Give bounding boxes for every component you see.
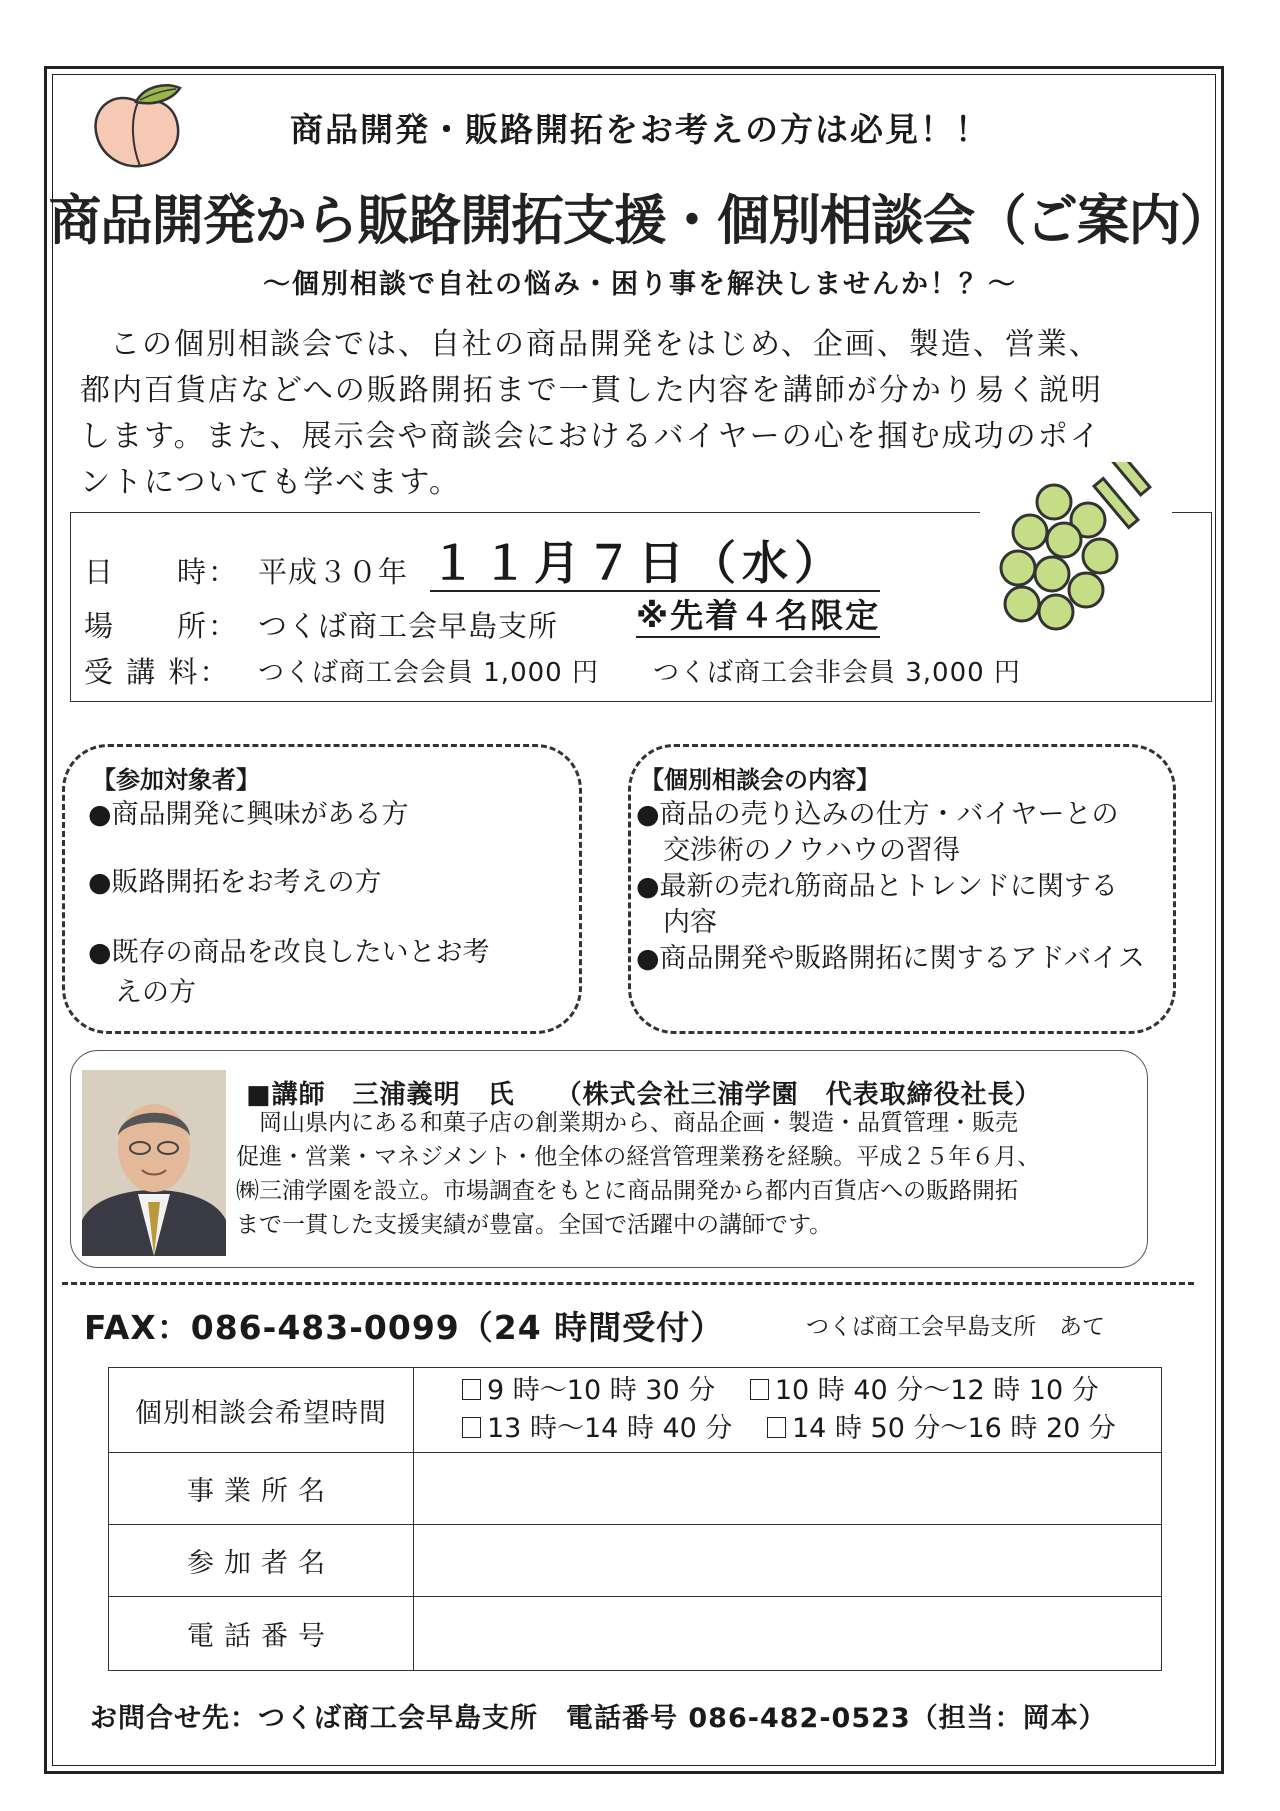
profile-line: まで一貫した支援実績が豊富。全国で活躍中の講師です。: [236, 1212, 833, 1238]
time-slot-option[interactable]: 14 時 50 分～16 時 20 分: [767, 1410, 1116, 1448]
limited-notice: ※先着４名限定: [636, 596, 880, 638]
profile-line: 岡山県内にある和菓子店の創業期から、商品企画・製造・品質管理・販売: [236, 1110, 1018, 1136]
content-item: ●商品の売り込みの仕方・バイヤーとの: [636, 799, 1119, 830]
time-label: 個別相談会希望時間: [109, 1368, 414, 1453]
profile-line: 促進・営業・マネジメント・他全体の経営管理業務を経験。平成２５年６月、: [236, 1144, 1041, 1170]
checkbox[interactable]: [750, 1379, 769, 1400]
phone-number-label: 電話番号: [109, 1597, 414, 1671]
content-item: 交渉術のノウハウの習得: [636, 835, 960, 866]
targets-item: ●商品開発に興味がある方: [88, 799, 409, 830]
tagline: ～個別相談で自社の悩み・困り事を解決しませんか！？～: [263, 269, 1017, 300]
company-name-field[interactable]: [414, 1453, 1162, 1525]
targets-item: ●販路開拓をお考えの方: [88, 867, 382, 898]
targets-item: えの方: [88, 977, 196, 1008]
participant-name-label: 参加者名: [109, 1525, 414, 1597]
profile-line: ㈱三浦学園を設立。市場調査をもとに商品開発から都内百貨店への販路開拓: [236, 1178, 1018, 1204]
lecturer-heading: ■講師 三浦義明 氏 （株式会社三浦学園 代表取締役社長）: [246, 1080, 1042, 1110]
content-item: ●商品開発や販路開拓に関するアドバイス: [636, 943, 1145, 974]
company-name-label: 事業所名: [109, 1453, 414, 1525]
place-label: 場 所：: [84, 609, 240, 643]
page-title: 商品開発から販路開拓支援・個別相談会（ご案内）: [48, 189, 1232, 252]
contact-info: お問合せ先：つくば商工会早島支所 電話番号 086-482-0523（担当：岡本）: [90, 1703, 1107, 1734]
application-form: [108, 1367, 1162, 1671]
date-prefix: 平成３０年: [258, 555, 409, 589]
intro-line: ントについても学べます。: [80, 465, 461, 500]
lecturer-photo: [82, 1070, 226, 1256]
event-fee: つくば商工会会員 1,000 円 つくば商工会非会員 3,000 円: [258, 658, 1021, 688]
checkbox[interactable]: [462, 1379, 481, 1400]
form-row-participant: [109, 1525, 1162, 1597]
form-row-time: [109, 1368, 1162, 1453]
form-row-company: [109, 1453, 1162, 1525]
grapes-icon: [992, 462, 1164, 634]
intro-line: します。また、展示会や商談会におけるバイヤーの心を掴む成功のポイ: [80, 419, 1102, 454]
time-slot-option[interactable]: 9 時～10 時 30 分: [462, 1372, 715, 1410]
time-slot-option[interactable]: 10 時 40 分～12 時 10 分: [750, 1372, 1099, 1410]
checkbox[interactable]: [767, 1417, 786, 1438]
time-slot-option[interactable]: 13 時～14 時 40 分: [462, 1410, 732, 1448]
intro-line: この個別相談会では、自社の商品開発をはじめ、企画、製造、営業、: [110, 327, 1101, 362]
cut-line: [62, 1282, 1194, 1285]
participant-name-field[interactable]: [414, 1525, 1162, 1597]
fax-number: FAX：086-483-0099（24 時間受付）: [84, 1308, 725, 1347]
content-item: 内容: [636, 907, 717, 938]
lecturer-profile: [236, 1106, 1136, 1242]
subheading: 商品開発・販路開拓をお考えの方は必見！！: [290, 110, 990, 149]
targets-heading: 【参加対象者】: [92, 766, 260, 794]
event-place: つくば商工会早島支所: [258, 609, 559, 643]
targets-item: ●既存の商品を改良したいとお考: [88, 937, 490, 968]
event-date: １１月７日（水）: [430, 536, 880, 592]
checkbox[interactable]: [462, 1417, 481, 1438]
divider: [70, 512, 980, 513]
divider: [1211, 512, 1212, 702]
time-slots: [414, 1368, 1162, 1453]
intro-line: 都内百貨店などへの販路開拓まで一貫した内容を講師が分かり易く説明: [80, 373, 1103, 408]
fax-recipient: つくば商工会早島支所 あて: [806, 1314, 1105, 1340]
content-heading: 【個別相談会の内容】: [640, 766, 880, 794]
phone-number-field[interactable]: [414, 1597, 1162, 1671]
divider: [1172, 512, 1212, 513]
content-item: ●最新の売れ筋商品とトレンドに関する: [636, 871, 1118, 902]
form-row-phone: [109, 1597, 1162, 1671]
date-label: 日 時：: [84, 555, 240, 589]
fee-label: 受 講 料：: [84, 655, 231, 689]
